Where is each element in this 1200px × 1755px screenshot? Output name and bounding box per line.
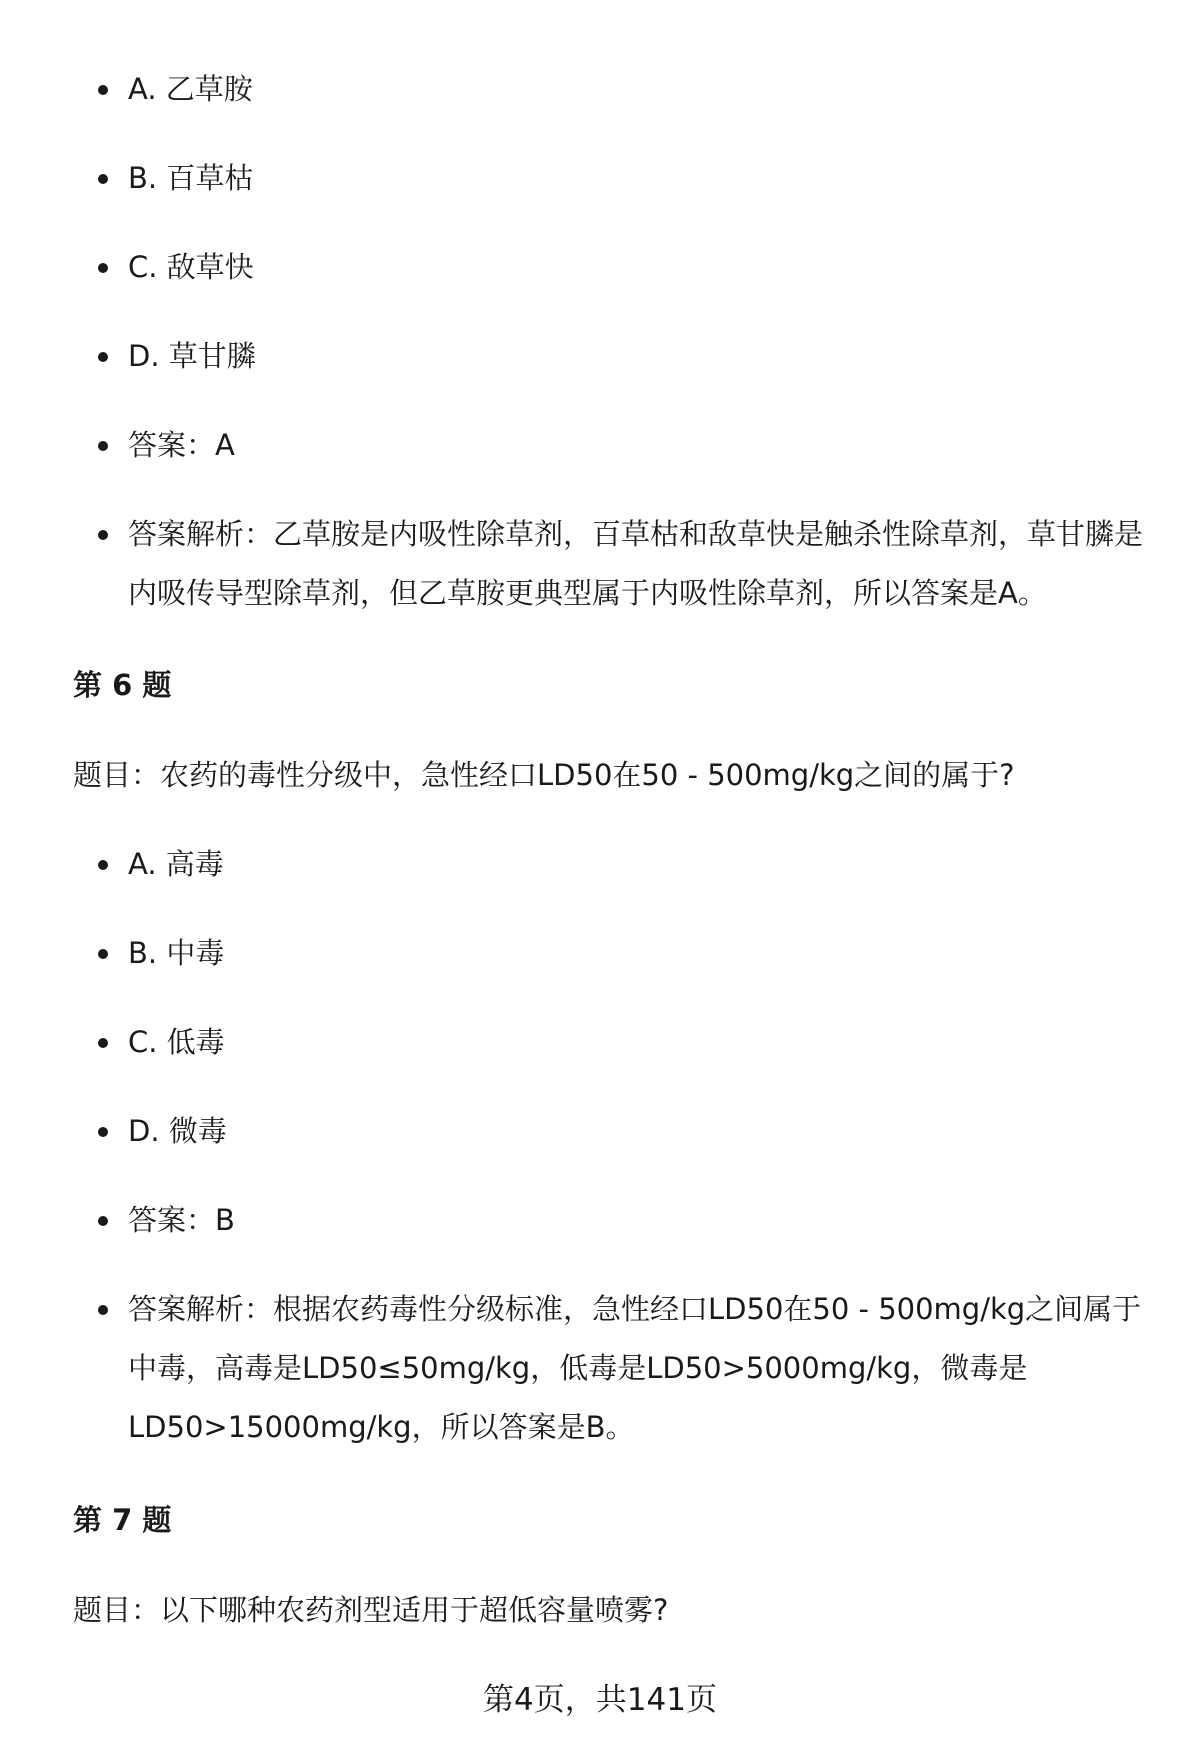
q6-option-b: B. 中毒 xyxy=(0,924,1144,983)
q5-option-list xyxy=(0,60,1200,623)
q5-explanation: 答案解析：乙草胺是内吸性除草剂，百草枯和敌草快是触杀性除草剂，草甘膦是内吸传导型除草剂，但乙草胺更典型属于内吸性除草剂，所以答案是A。 xyxy=(0,505,1144,623)
q6-stem: 题目：农药的毒性分级中，急性经口LD50在50 - 500mg/kg之间的属于? xyxy=(73,758,1015,792)
q6-option-d: D. 微毒 xyxy=(0,1102,1144,1161)
q6-option-a: A. 高毒 xyxy=(0,835,1144,894)
q5-option-b: B. 百草枯 xyxy=(0,149,1144,208)
q6-answer: 答案：B xyxy=(0,1191,1144,1250)
q6-option-c: C. 低毒 xyxy=(0,1013,1144,1072)
q5-answer: 答案：A xyxy=(0,416,1144,475)
q5-option-a: A. 乙草胺 xyxy=(0,60,1144,119)
q5-option-c: C. 敌草快 xyxy=(0,238,1144,297)
q6-explanation: 答案解析：根据农药毒性分级标准，急性经口LD50在50 - 500mg/kg之间属于中毒，高毒是LD50≤50mg/kg，低毒是LD50>5000mg/kg，微毒是LD50>15000mg/kg，所以答案是B。 xyxy=(0,1280,1144,1457)
q6-option-list xyxy=(0,835,1200,1457)
page-footer: 第4页，共141页 xyxy=(483,1682,717,1718)
q5-option-d: D. 草甘膦 xyxy=(0,327,1144,386)
q6-heading: 第 6 题 xyxy=(73,668,172,702)
q7-stem: 题目：以下哪种农药剂型适用于超低容量喷雾? xyxy=(73,1593,669,1627)
q7-heading: 第 7 题 xyxy=(73,1503,172,1537)
